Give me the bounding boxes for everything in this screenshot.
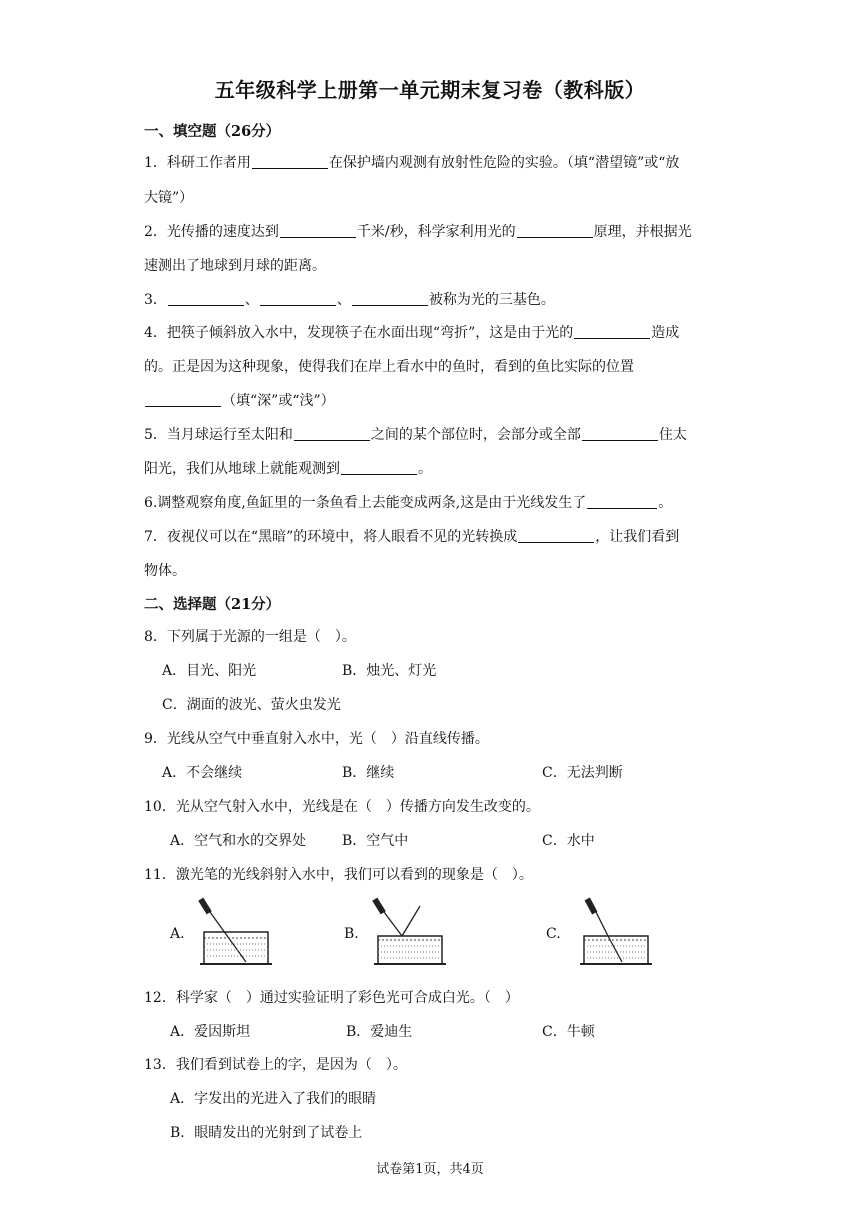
laser-pen-icon [585,898,598,915]
q12-option-a[interactable]: A．爱因斯坦 [170,1024,251,1040]
q11-option-b-diagram[interactable] [372,896,448,968]
answer-blank[interactable] [582,426,658,441]
question-3: 3． 、 、 被称为光的三基色。 [144,292,555,308]
question-8-stem: 8．下列属于光源的一组是（ ）。 [144,629,356,645]
question-12-stem: 12．科学家（ ）通过实验证明了彩色光可合成白光。（ ） [144,990,519,1006]
q10-option-b[interactable]: B．空气中 [342,833,409,849]
reflected-ray [402,906,420,936]
section-choice: 二、选择题（21分） [144,596,281,613]
answer-blank[interactable] [587,494,657,509]
q9-option-b[interactable]: B．继续 [342,765,395,781]
question-1-line-1: 1．科研工作者用 在保护墙内观测有放射性危险的实验。（填“潜望镜”或“放 [144,155,680,171]
q11-option-a-diagram[interactable] [198,896,274,968]
question-7-line-1: 7．夜视仪可以在“黑暗”的环境中，将人眼看不见的光转换成 ，让我们看到 [144,529,680,545]
answer-blank[interactable] [352,291,428,306]
answer-blank[interactable] [168,291,244,306]
answer-blank[interactable] [517,223,593,238]
answer-blank[interactable] [341,460,417,475]
question-6: 6.调整观察角度,鱼缸里的一条鱼看上去能变成两条,这是由于光线发生了 。 [144,495,673,511]
answer-blank[interactable] [518,528,594,543]
laser-pen-icon [198,898,212,915]
question-2-line-2: 速测出了地球到月球的距离。 [144,258,326,274]
q12-option-c[interactable]: C．牛顿 [542,1024,595,1040]
q11-option-a-label[interactable]: A. [170,926,185,942]
question-13-stem: 13．我们看到试卷上的字，是因为（ ）。 [144,1057,407,1073]
water-tank-icon [374,936,446,964]
q11-option-c-label[interactable]: C. [546,926,561,942]
page-title: 五年级科学上册第一单元期末复习卷（教科版） [214,78,646,102]
q13-option-b[interactable]: B．眼睛发出的光射到了试卷上 [170,1125,363,1141]
section-fill-in: 一、填空题（26分） [144,123,281,140]
q8-option-b[interactable]: B．烛光、灯光 [342,663,437,679]
page-footer: 试卷第1页，共4页 [376,1162,484,1177]
question-5-line-1: 5．当月球运行至太阳和 之间的某个部位时，会部分或全部 住太 [144,427,687,443]
question-1-line-2: 大镜”） [144,190,194,206]
answer-blank[interactable] [294,426,370,441]
q11-option-c-diagram[interactable] [578,896,654,968]
light-ray [384,912,402,936]
answer-blank[interactable] [574,324,650,339]
question-4-line-2: 的。正是因为这种现象，使得我们在岸上看水中的鱼时，看到的鱼比实际的位置 [144,359,634,375]
question-7-line-2: 物体。 [144,563,186,579]
q11-option-b-label[interactable]: B. [344,926,359,942]
question-2-line-1: 2．光传播的速度达到 千米/秒，科学家利用光的 原理，并根据光 [144,224,692,240]
q13-option-a[interactable]: A．字发出的光进入了我们的眼睛 [170,1091,377,1107]
q9-option-c[interactable]: C．无法判断 [542,765,623,781]
question-4-line-3: （填“深”或“浅”） [144,390,335,410]
light-ray [596,912,608,936]
q9-option-a[interactable]: A．不会继续 [162,765,243,781]
q8-option-c[interactable]: C．湖面的波光、萤火虫发光 [162,697,341,713]
answer-blank[interactable] [280,223,356,238]
question-5-line-2: 阳光，我们从地球上就能观测到 。 [144,461,432,477]
question-10-stem: 10．光从空气射入水中，光线是在（ ）传播方向发生改变的。 [144,799,540,815]
question-11-stem: 11．激光笔的光线斜射入水中，我们可以看到的现象是（ ）。 [144,867,533,883]
answer-blank[interactable] [260,291,336,306]
light-ray [210,912,246,962]
answer-blank[interactable] [252,154,328,169]
q10-option-a[interactable]: A．空气和水的交界处 [170,833,307,849]
laser-pen-icon [372,898,386,915]
q8-option-a[interactable]: A．目光、阳光 [162,663,257,679]
question-4-line-1: 4．把筷子倾斜放入水中，发现筷子在水面出现“弯折”，这是由于光的 造成 [144,325,680,341]
q10-option-c[interactable]: C．水中 [542,833,595,849]
question-9-stem: 9．光线从空气中垂直射入水中，光（ ）沿直线传播。 [144,731,489,747]
answer-blank[interactable] [145,392,221,407]
q12-option-b[interactable]: B．爱迪生 [346,1024,413,1040]
